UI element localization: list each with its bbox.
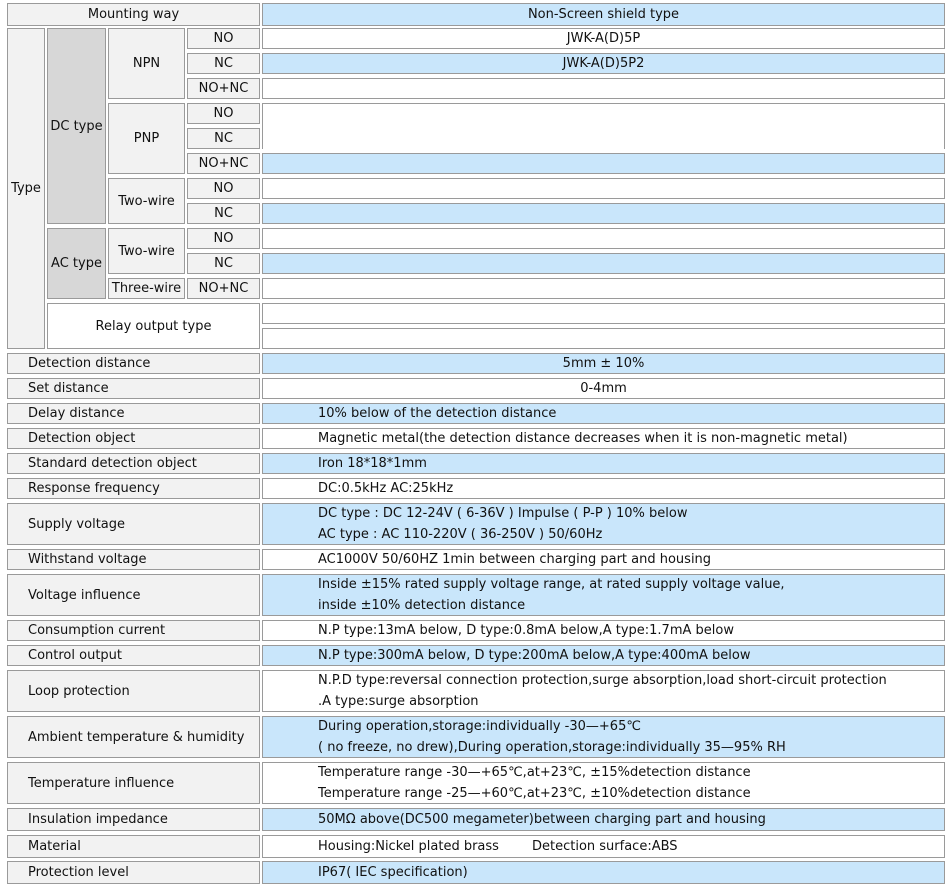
spec-value-cell bbox=[262, 762, 945, 804]
spec-label-cell bbox=[7, 835, 260, 858]
spec-label: Consumption current bbox=[28, 623, 166, 638]
spec-label: Material bbox=[28, 839, 81, 854]
spec-label: Loop protection bbox=[28, 683, 130, 699]
contact-cell bbox=[187, 28, 260, 49]
ac-two-wire-cell bbox=[108, 228, 185, 274]
spec-label-cell bbox=[7, 716, 260, 758]
spec-value: IP67( IEC specification) bbox=[318, 865, 468, 880]
spec-value-cell bbox=[262, 861, 945, 884]
ac-type-cell bbox=[47, 228, 106, 299]
spec-value-line: ( no freeze, no drew),During operation,storage:individually 35—95% RH bbox=[318, 740, 786, 755]
spec-label-cell bbox=[7, 478, 260, 499]
pnp-label: PNP bbox=[133, 131, 160, 146]
dc-two-wire-label: Two-wire bbox=[118, 193, 175, 209]
spec-value-line: Temperature range -30—+65℃,at+23℃, ±15%detection distance bbox=[318, 765, 751, 780]
spec-value-cell bbox=[262, 428, 945, 449]
spec-value: 50MΩ above(DC500 megameter)between charging part and housing bbox=[318, 812, 766, 827]
spec-value-cell bbox=[262, 645, 945, 666]
spec-value: Housing:Nickel plated brass Detection surface:ABS bbox=[318, 839, 678, 854]
contact-label: NC bbox=[214, 56, 233, 71]
contact-label: NO bbox=[213, 106, 234, 121]
model-value: JWK-A(D)5P2 bbox=[562, 56, 645, 71]
relay-model-cell bbox=[262, 303, 945, 324]
contact-label: NC bbox=[214, 131, 233, 146]
three-wire-label: Three-wire bbox=[111, 281, 182, 296]
contact-label: NO+NC bbox=[198, 281, 249, 296]
model-cell bbox=[262, 278, 945, 299]
model-cell bbox=[262, 28, 945, 49]
spec-label: Control output bbox=[28, 648, 123, 663]
pnp-cell bbox=[108, 103, 185, 174]
spec-label: Response frequency bbox=[28, 481, 160, 496]
spec-value-cell bbox=[262, 574, 945, 616]
model-value: JWK-A(D)5P bbox=[566, 31, 641, 46]
contact-cell bbox=[187, 103, 260, 124]
model-cell bbox=[262, 253, 945, 274]
three-wire-cell bbox=[108, 278, 185, 299]
spec-label-cell bbox=[7, 353, 260, 374]
model-cell bbox=[262, 53, 945, 74]
contact-cell bbox=[187, 278, 260, 299]
ac-type-label: AC type bbox=[51, 256, 102, 271]
spec-value-cell bbox=[262, 670, 945, 712]
spec-value-cell bbox=[262, 620, 945, 641]
spec-label: Detection distance bbox=[28, 356, 151, 371]
spec-value-cell bbox=[262, 503, 945, 545]
contact-label: NC bbox=[214, 206, 233, 221]
spec-label-cell bbox=[7, 453, 260, 474]
contact-cell bbox=[187, 253, 260, 274]
spec-value-cell bbox=[262, 478, 945, 499]
contact-cell bbox=[187, 153, 260, 174]
spec-value-cell bbox=[262, 808, 945, 831]
spec-label: Temperature influence bbox=[28, 775, 175, 791]
spec-value: Iron 18*18*1mm bbox=[318, 456, 427, 471]
spec-label-cell bbox=[7, 428, 260, 449]
spec-value: 5mm ± 10% bbox=[562, 356, 645, 371]
spec-value-line: .A type:surge absorption bbox=[318, 694, 479, 709]
relay-model-cell bbox=[262, 328, 945, 349]
spec-value: AC1000V 50/60HZ 1min between charging part and housing bbox=[318, 552, 712, 567]
type-label: Type bbox=[11, 181, 41, 196]
dc-type-label: DC type bbox=[50, 118, 103, 134]
spec-value-line: Temperature range -25—+60℃,at+23℃, ±10%detection distance bbox=[318, 786, 751, 801]
spec-value: 10% below of the detection distance bbox=[318, 406, 557, 421]
spec-label-cell bbox=[7, 403, 260, 424]
spec-value-cell bbox=[262, 403, 945, 424]
type-label-cell bbox=[7, 28, 45, 349]
spec-value-cell bbox=[262, 378, 945, 399]
spec-label: Supply voltage bbox=[28, 516, 126, 532]
spec-label-cell bbox=[7, 645, 260, 666]
dc-type-cell bbox=[47, 28, 106, 224]
spec-value: Magnetic metal(the detection distance decreases when it is non-magnetic metal) bbox=[318, 431, 848, 446]
spec-label-cell bbox=[7, 861, 260, 884]
contact-label: NC bbox=[214, 256, 233, 271]
contact-cell bbox=[187, 178, 260, 199]
spec-label: Set distance bbox=[28, 381, 109, 396]
model-cell bbox=[262, 203, 945, 224]
spec-label-cell bbox=[7, 549, 260, 570]
spec-label-cell bbox=[7, 620, 260, 641]
npn-cell bbox=[108, 28, 185, 99]
contact-label: NO+NC bbox=[198, 81, 249, 96]
model-cell bbox=[262, 178, 945, 199]
spec-value-cell bbox=[262, 353, 945, 374]
header-value-cell bbox=[262, 3, 945, 26]
spec-value-line: N.P.D type:reversal connection protection,surge absorption,load short-circuit protection bbox=[318, 673, 887, 688]
spec-label: Protection level bbox=[28, 865, 129, 880]
model-cell bbox=[262, 78, 945, 99]
spec-label-cell bbox=[7, 762, 260, 804]
spec-label: Withstand voltage bbox=[28, 552, 147, 567]
spec-value-cell bbox=[262, 453, 945, 474]
spec-label: Ambient temperature & humidity bbox=[28, 729, 245, 745]
model-cell bbox=[262, 153, 945, 174]
model-cell bbox=[262, 228, 945, 249]
spec-value-cell bbox=[262, 835, 945, 858]
relay-output-cell bbox=[47, 303, 260, 349]
contact-cell bbox=[187, 128, 260, 149]
spec-label: Voltage influence bbox=[28, 587, 141, 603]
relay-output-label: Relay output type bbox=[95, 318, 212, 334]
spec-label: Insulation impedance bbox=[28, 812, 168, 827]
spec-label: Detection object bbox=[28, 431, 136, 446]
npn-label: NPN bbox=[132, 56, 161, 71]
spec-label: Delay distance bbox=[28, 406, 125, 421]
contact-cell bbox=[187, 228, 260, 249]
mounting-way-label: Mounting way bbox=[87, 7, 180, 22]
contact-cell bbox=[187, 203, 260, 224]
spec-value-line: During operation,storage:individually -30—+65℃ bbox=[318, 719, 641, 734]
contact-cell bbox=[187, 53, 260, 74]
spec-value-cell bbox=[262, 549, 945, 570]
spec-label: Standard detection object bbox=[28, 456, 197, 471]
ac-two-wire-label: Two-wire bbox=[118, 243, 175, 259]
spec-value-line: inside ±10% detection distance bbox=[318, 598, 526, 613]
contact-cell bbox=[187, 78, 260, 99]
spec-value-line: AC type : AC 110-220V ( 36-250V ) 50/60Hz bbox=[318, 527, 603, 542]
mounting-way-value: Non-Screen shield type bbox=[527, 7, 680, 22]
contact-label: NO+NC bbox=[198, 156, 249, 171]
spec-label-cell bbox=[7, 670, 260, 712]
spec-label-cell bbox=[7, 378, 260, 399]
spec-value-line: Inside ±15% rated supply voltage range, at rated supply voltage value, bbox=[318, 577, 785, 592]
spec-value: DC:0.5kHz AC:25kHz bbox=[318, 481, 454, 496]
spec-label-cell bbox=[7, 574, 260, 616]
spec-value-line: DC type : DC 12-24V ( 6-36V ) Impulse ( P-P ) 10% below bbox=[318, 506, 688, 521]
spec-value: N.P type:300mA below, D type:200mA below,A type:400mA below bbox=[318, 648, 751, 663]
spec-label-cell bbox=[7, 503, 260, 545]
spec-label-cell bbox=[7, 808, 260, 831]
spec-value: N.P type:13mA below, D type:0.8mA below,A type:1.7mA below bbox=[318, 623, 734, 638]
contact-label: NO bbox=[213, 181, 234, 196]
header-label-cell bbox=[7, 3, 260, 26]
model-cell bbox=[262, 103, 945, 149]
dc-two-wire-cell bbox=[108, 178, 185, 224]
spec-value-cell bbox=[262, 716, 945, 758]
contact-label: NO bbox=[213, 31, 234, 46]
contact-label: NO bbox=[213, 231, 234, 246]
spec-value: 0-4mm bbox=[580, 381, 627, 396]
